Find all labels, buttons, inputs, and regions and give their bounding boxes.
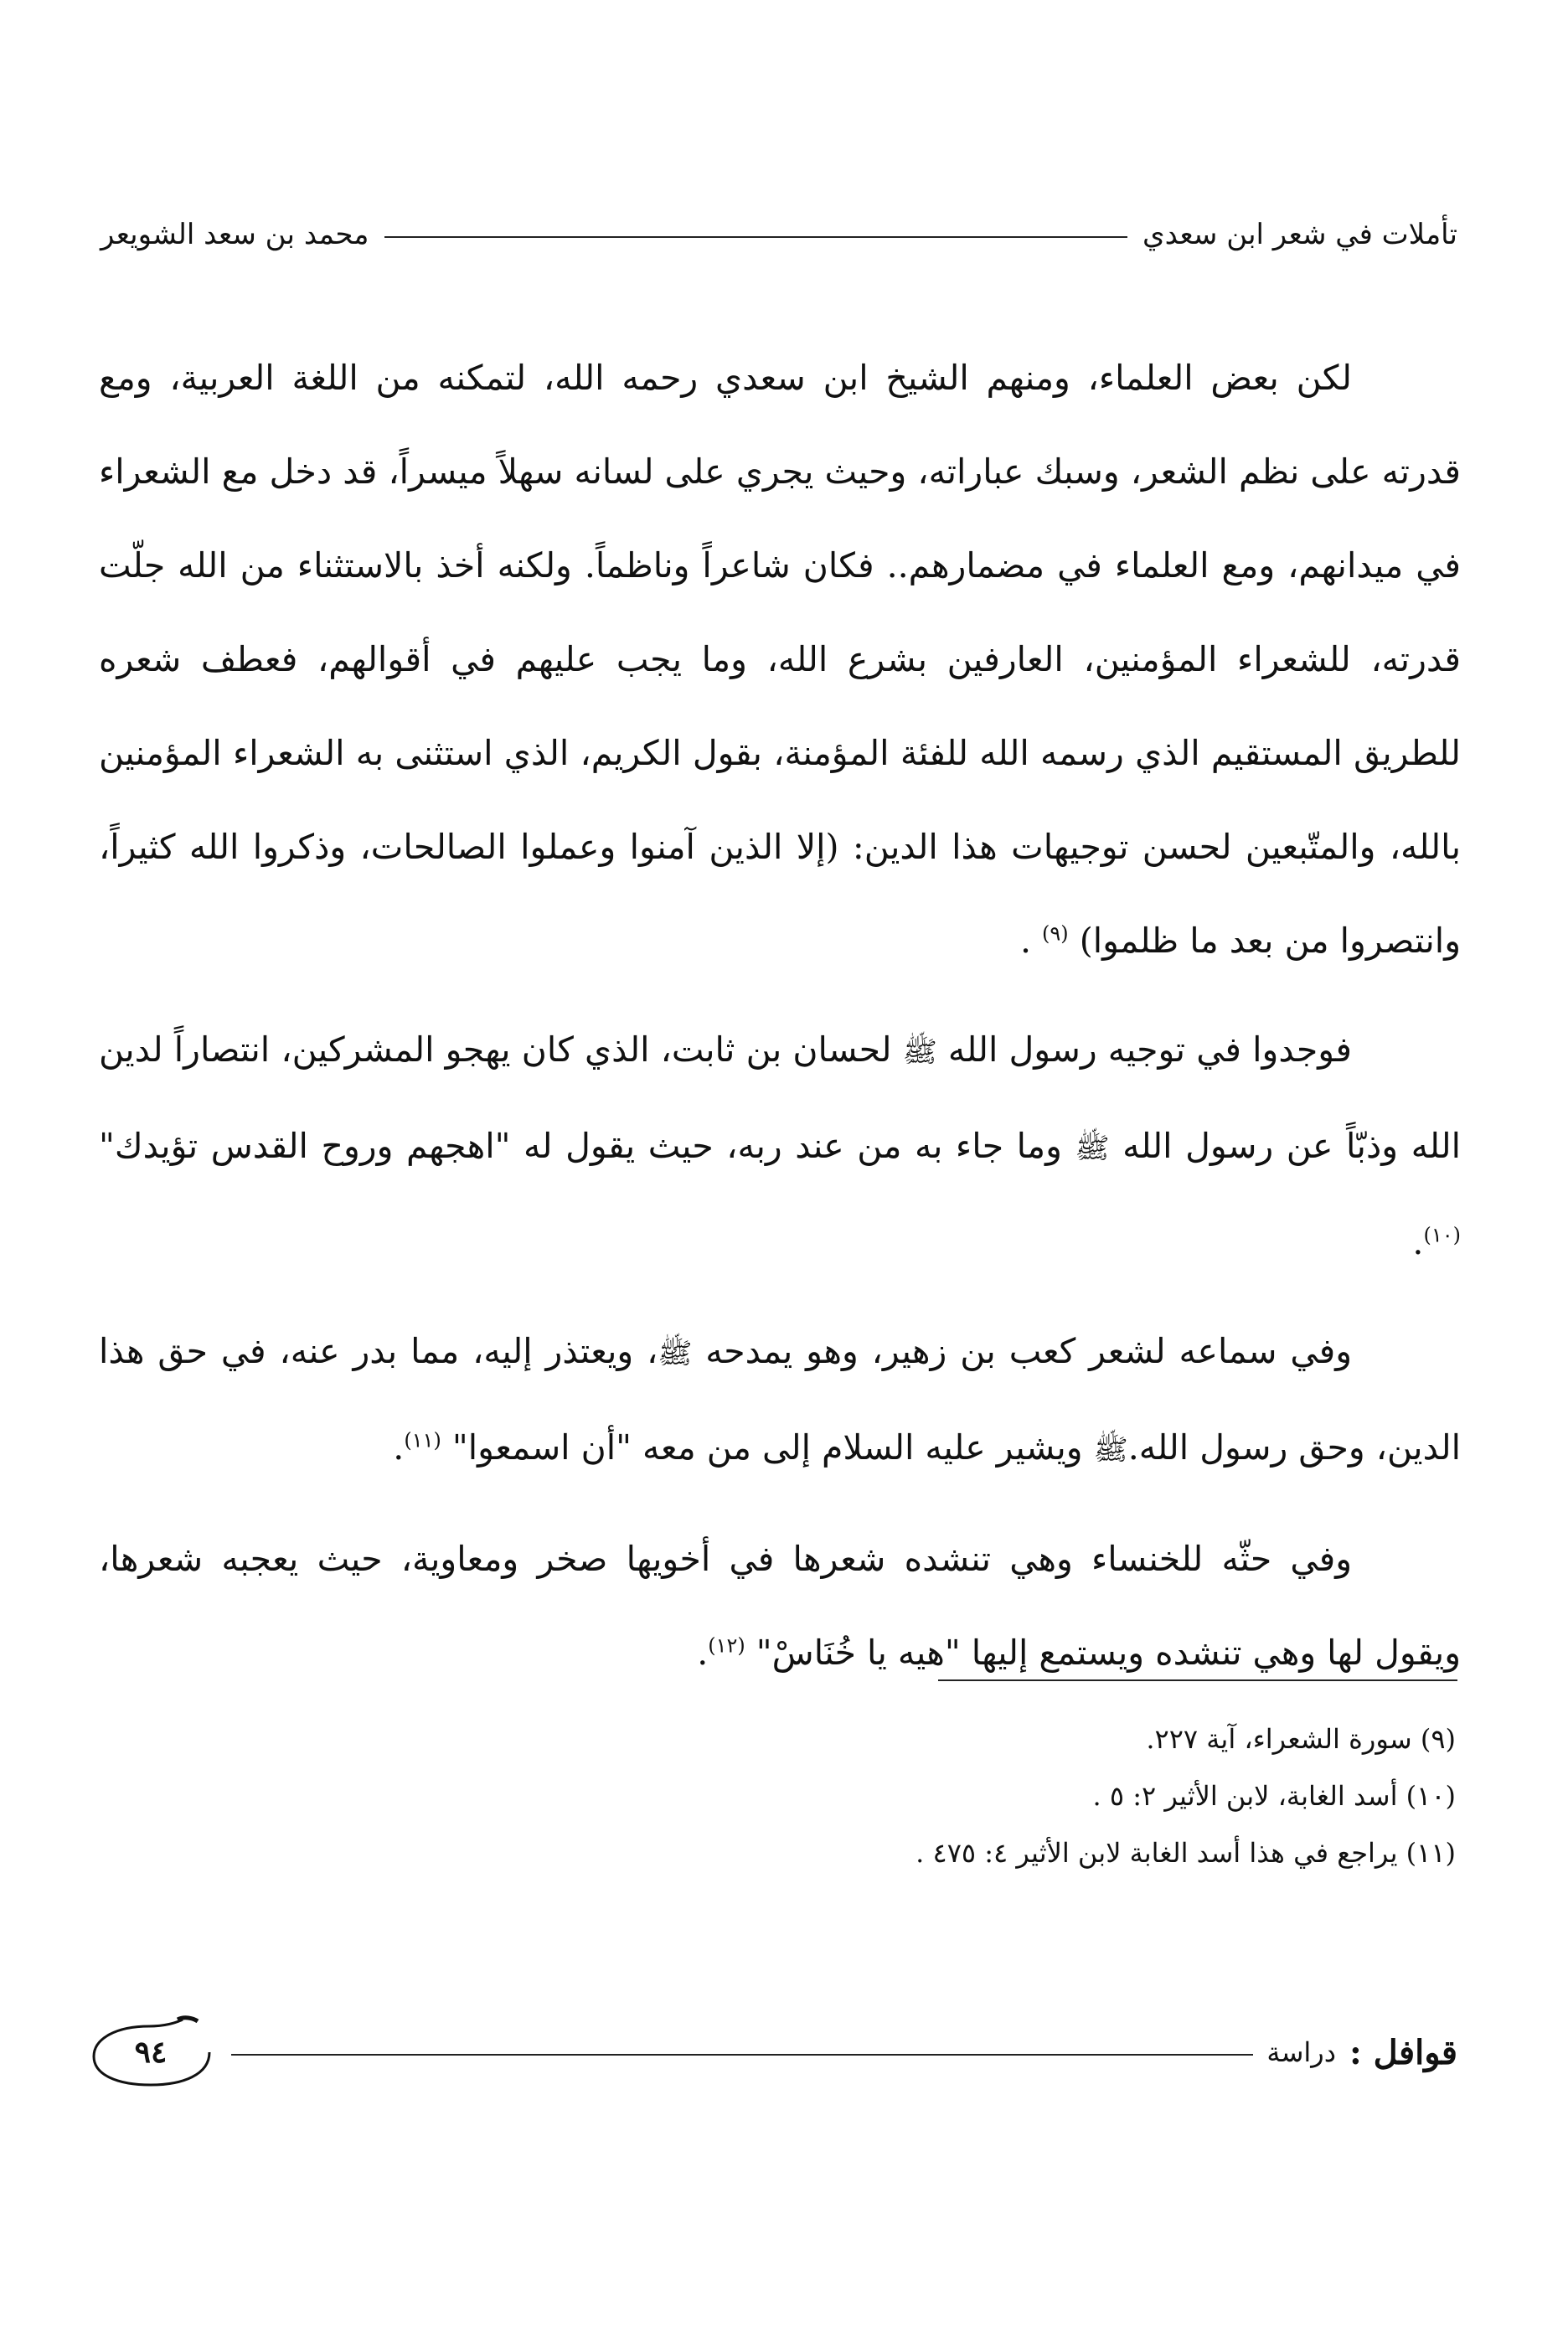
body-text bbox=[99, 331, 1461, 1700]
section-name: دراسة bbox=[1266, 2036, 1336, 2068]
paragraph bbox=[99, 1304, 1461, 1497]
page-number: ٩٤ bbox=[134, 2035, 168, 2070]
page-number-badge bbox=[84, 2015, 218, 2090]
footnote-11: (١١) يراجع في هذا أسد الغابة لابن الأثير ٤: ٤٧٥ . bbox=[916, 1837, 1456, 1869]
footnote-separator bbox=[938, 1679, 1457, 1681]
text-run: وما جاء به من عند ربه، حيث يقول له "اهجهم وروح القدس تؤيدك" bbox=[99, 1126, 1075, 1166]
pbuh-ligature-icon: ﷺ bbox=[1075, 1132, 1110, 1165]
text-run: وفي سماعه لشعر كعب بن زهير، وهو يمدحه bbox=[692, 1331, 1352, 1371]
text-run: وفي حثّه للخنساء وهي تنشده شعرها في أخويها صخر ومعاوية، حيث يعجبه شعرها، ويقول لها وهي تنشده ويستمع إليها "هيه يا خُنَاسْ" bbox=[99, 1539, 1461, 1673]
text-run: . bbox=[1412, 1222, 1424, 1262]
running-header bbox=[101, 209, 1457, 260]
footnote-ref: (١٢) bbox=[708, 1633, 745, 1658]
footnotes bbox=[99, 1710, 1456, 1881]
pbuh-ligature-icon: ﷺ bbox=[1093, 1433, 1128, 1467]
text-run: . bbox=[697, 1633, 709, 1673]
paragraph bbox=[99, 331, 1461, 988]
pbuh-ligature-icon: ﷺ bbox=[658, 1337, 693, 1370]
header-title: تأملات في شعر ابن سعدي bbox=[1142, 218, 1457, 251]
header-rule bbox=[384, 236, 1128, 238]
text-run: لحسان بن ثابت، الذي كان يهجو المشركين، انتصاراً لدين الله وذبّاً عن رسول الله bbox=[99, 1029, 1462, 1166]
paragraph-gap bbox=[99, 1497, 1461, 1512]
header-author: محمد بن سعد الشويعر bbox=[101, 218, 369, 251]
paragraph bbox=[99, 1512, 1461, 1700]
page-footer bbox=[84, 2010, 1457, 2094]
pbuh-ligature-icon: ﷺ bbox=[902, 1035, 937, 1069]
footnote-9: (٩) سورة الشعراء، آية ٢٢٧. bbox=[1146, 1723, 1456, 1755]
text-run: لكن بعض العلماء، ومنهم الشيخ ابن سعدي رحمه الله، لتمكنه من اللغة العربية، ومع قدرته على نظم الشعر، وسبك عباراته، وحيث يجري على لسانه سهلاً ميسراً، قد دخل مع الشعراء في ميدانهم، ومع العلماء في مضمارهم.. فكان شاعراً وناظماً. ولكنه أخذ بالاستثناء من الله جلّت قدرته، للشعراء المؤمنين، العارفين بشرع الله، وما يجب عليهم في أقوالهم، فعطف شعره للطريق المستقيم الذي رسمه الله للفئة المؤمنة، بقول الكريم، الذي استثنى به الشعراء المؤمنين بالله، والمتّبعين لحسن توجيهات هذا الدين: (إلا الذين آمنوا وعملوا الصالحات، وذكروا الله كثيراً، وانتصروا من بعد ما ظلموا) bbox=[99, 358, 1461, 961]
footnote-ref: (١٠) bbox=[1423, 1223, 1461, 1247]
text-run: ، ويعتذر إليه، مما بدر عنه، في حق هذا الدين، وحق رسول الله. bbox=[99, 1331, 1461, 1468]
footnote-ref: (٩) bbox=[1042, 921, 1069, 946]
paragraph bbox=[99, 1003, 1461, 1289]
footnote-10: (١٠) أسد الغابة، لابن الأثير ٢: ٥ . bbox=[1092, 1780, 1456, 1812]
magazine-name: قوافل : bbox=[1349, 2032, 1457, 2072]
text-run: . bbox=[393, 1427, 405, 1468]
text-run: ويشير عليه السلام إلى من معه "أن اسمعوا" bbox=[441, 1427, 1094, 1468]
paragraph-gap bbox=[99, 1289, 1461, 1304]
footer-rule bbox=[231, 2054, 1253, 2056]
paragraph-gap bbox=[99, 988, 1461, 1003]
text-run: فوجدوا في توجيه رسول الله bbox=[936, 1029, 1352, 1070]
footnote-ref: (١١) bbox=[404, 1428, 441, 1452]
text-run: . bbox=[1019, 921, 1043, 961]
